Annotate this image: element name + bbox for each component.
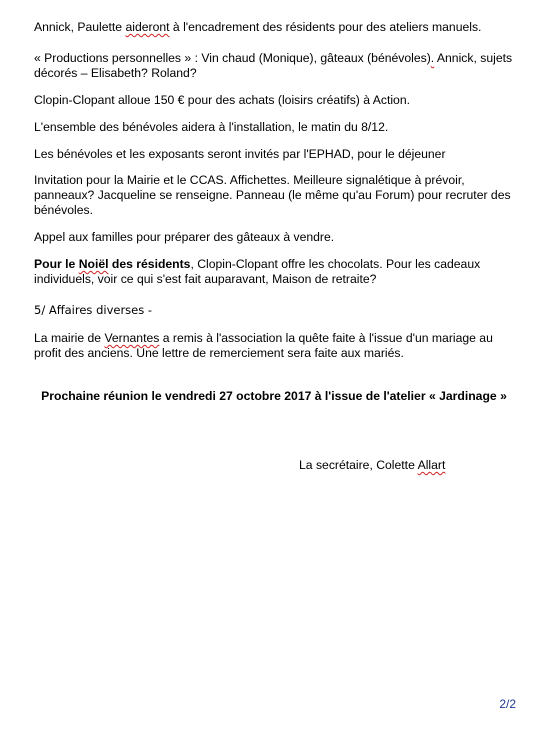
- bold-text: des résidents: [108, 257, 191, 271]
- text: Annick, Paulette: [34, 20, 126, 34]
- paragraph-mairie: [34, 331, 514, 361]
- misspelled-word: aideront: [125, 20, 170, 34]
- next-meeting: Prochaine réunion le vendredi 27 octobre 2017 à l'issue de l'atelier « Jardinage »: [41, 389, 507, 403]
- text: La secrétaire, Colette: [299, 458, 418, 472]
- text: à l'encadrement des résidents pour des ateliers manuels.: [169, 20, 482, 34]
- text: « Productions personnelles » : Vin chaud (Monique), gâteaux (bénévoles): [34, 51, 431, 65]
- page-number: 2/2: [499, 697, 516, 711]
- text: profit des anciens. Une lettre de remerciement sera faite aux mariés.: [34, 346, 404, 360]
- text: , Clopin-Clopant offre les chocolats. Pour les cadeaux: [190, 257, 481, 271]
- text: bénévoles.: [34, 203, 93, 217]
- paragraph-budget: Clopin-Clopant alloue 150 € pour des achats (loisirs créatifs) à Action.: [34, 93, 410, 107]
- text: Annick, sujets: [434, 51, 513, 65]
- text: a remis à l'association la quête faite à l'issue d'un mariage au: [159, 331, 493, 345]
- text: individuels, voir ce qui s'est fait auparavant, Maison de retraite?: [34, 272, 377, 286]
- text: Invitation pour la Mairie et le CCAS. Affichettes. Meilleure signalétique à prévoir,: [34, 173, 465, 187]
- paragraph-dejeuner: Les bénévoles et les exposants seront invités par l'EPHAD, pour le déjeuner: [34, 147, 446, 161]
- misspelled-word: .: [430, 51, 435, 65]
- text: décorés – Elisabeth? Roland?: [34, 66, 197, 80]
- paragraph-ateliers: [34, 20, 514, 35]
- paragraph-noel: [34, 257, 514, 287]
- misspelled-word: Allart: [417, 458, 446, 472]
- text: panneaux? Jacqueline se renseigne. Panneau (le même qu'au Forum) pour recruter des: [34, 188, 511, 202]
- misspelled-word: Vernantes: [104, 331, 160, 345]
- paragraph-invitation: [34, 173, 514, 218]
- signature: [299, 458, 499, 473]
- bold-text: Pour le: [34, 257, 79, 271]
- misspelled-word: Noiël: [78, 257, 109, 271]
- paragraph-appel: Appel aux familles pour préparer des gâteaux à vendre.: [34, 230, 335, 244]
- paragraph-productions: [34, 51, 514, 81]
- text: La mairie de: [34, 331, 105, 345]
- paragraph-installation: L'ensemble des bénévoles aidera à l'installation, le matin du 8/12.: [34, 120, 389, 134]
- section-heading: 5/ Affaires diverses -: [34, 303, 153, 317]
